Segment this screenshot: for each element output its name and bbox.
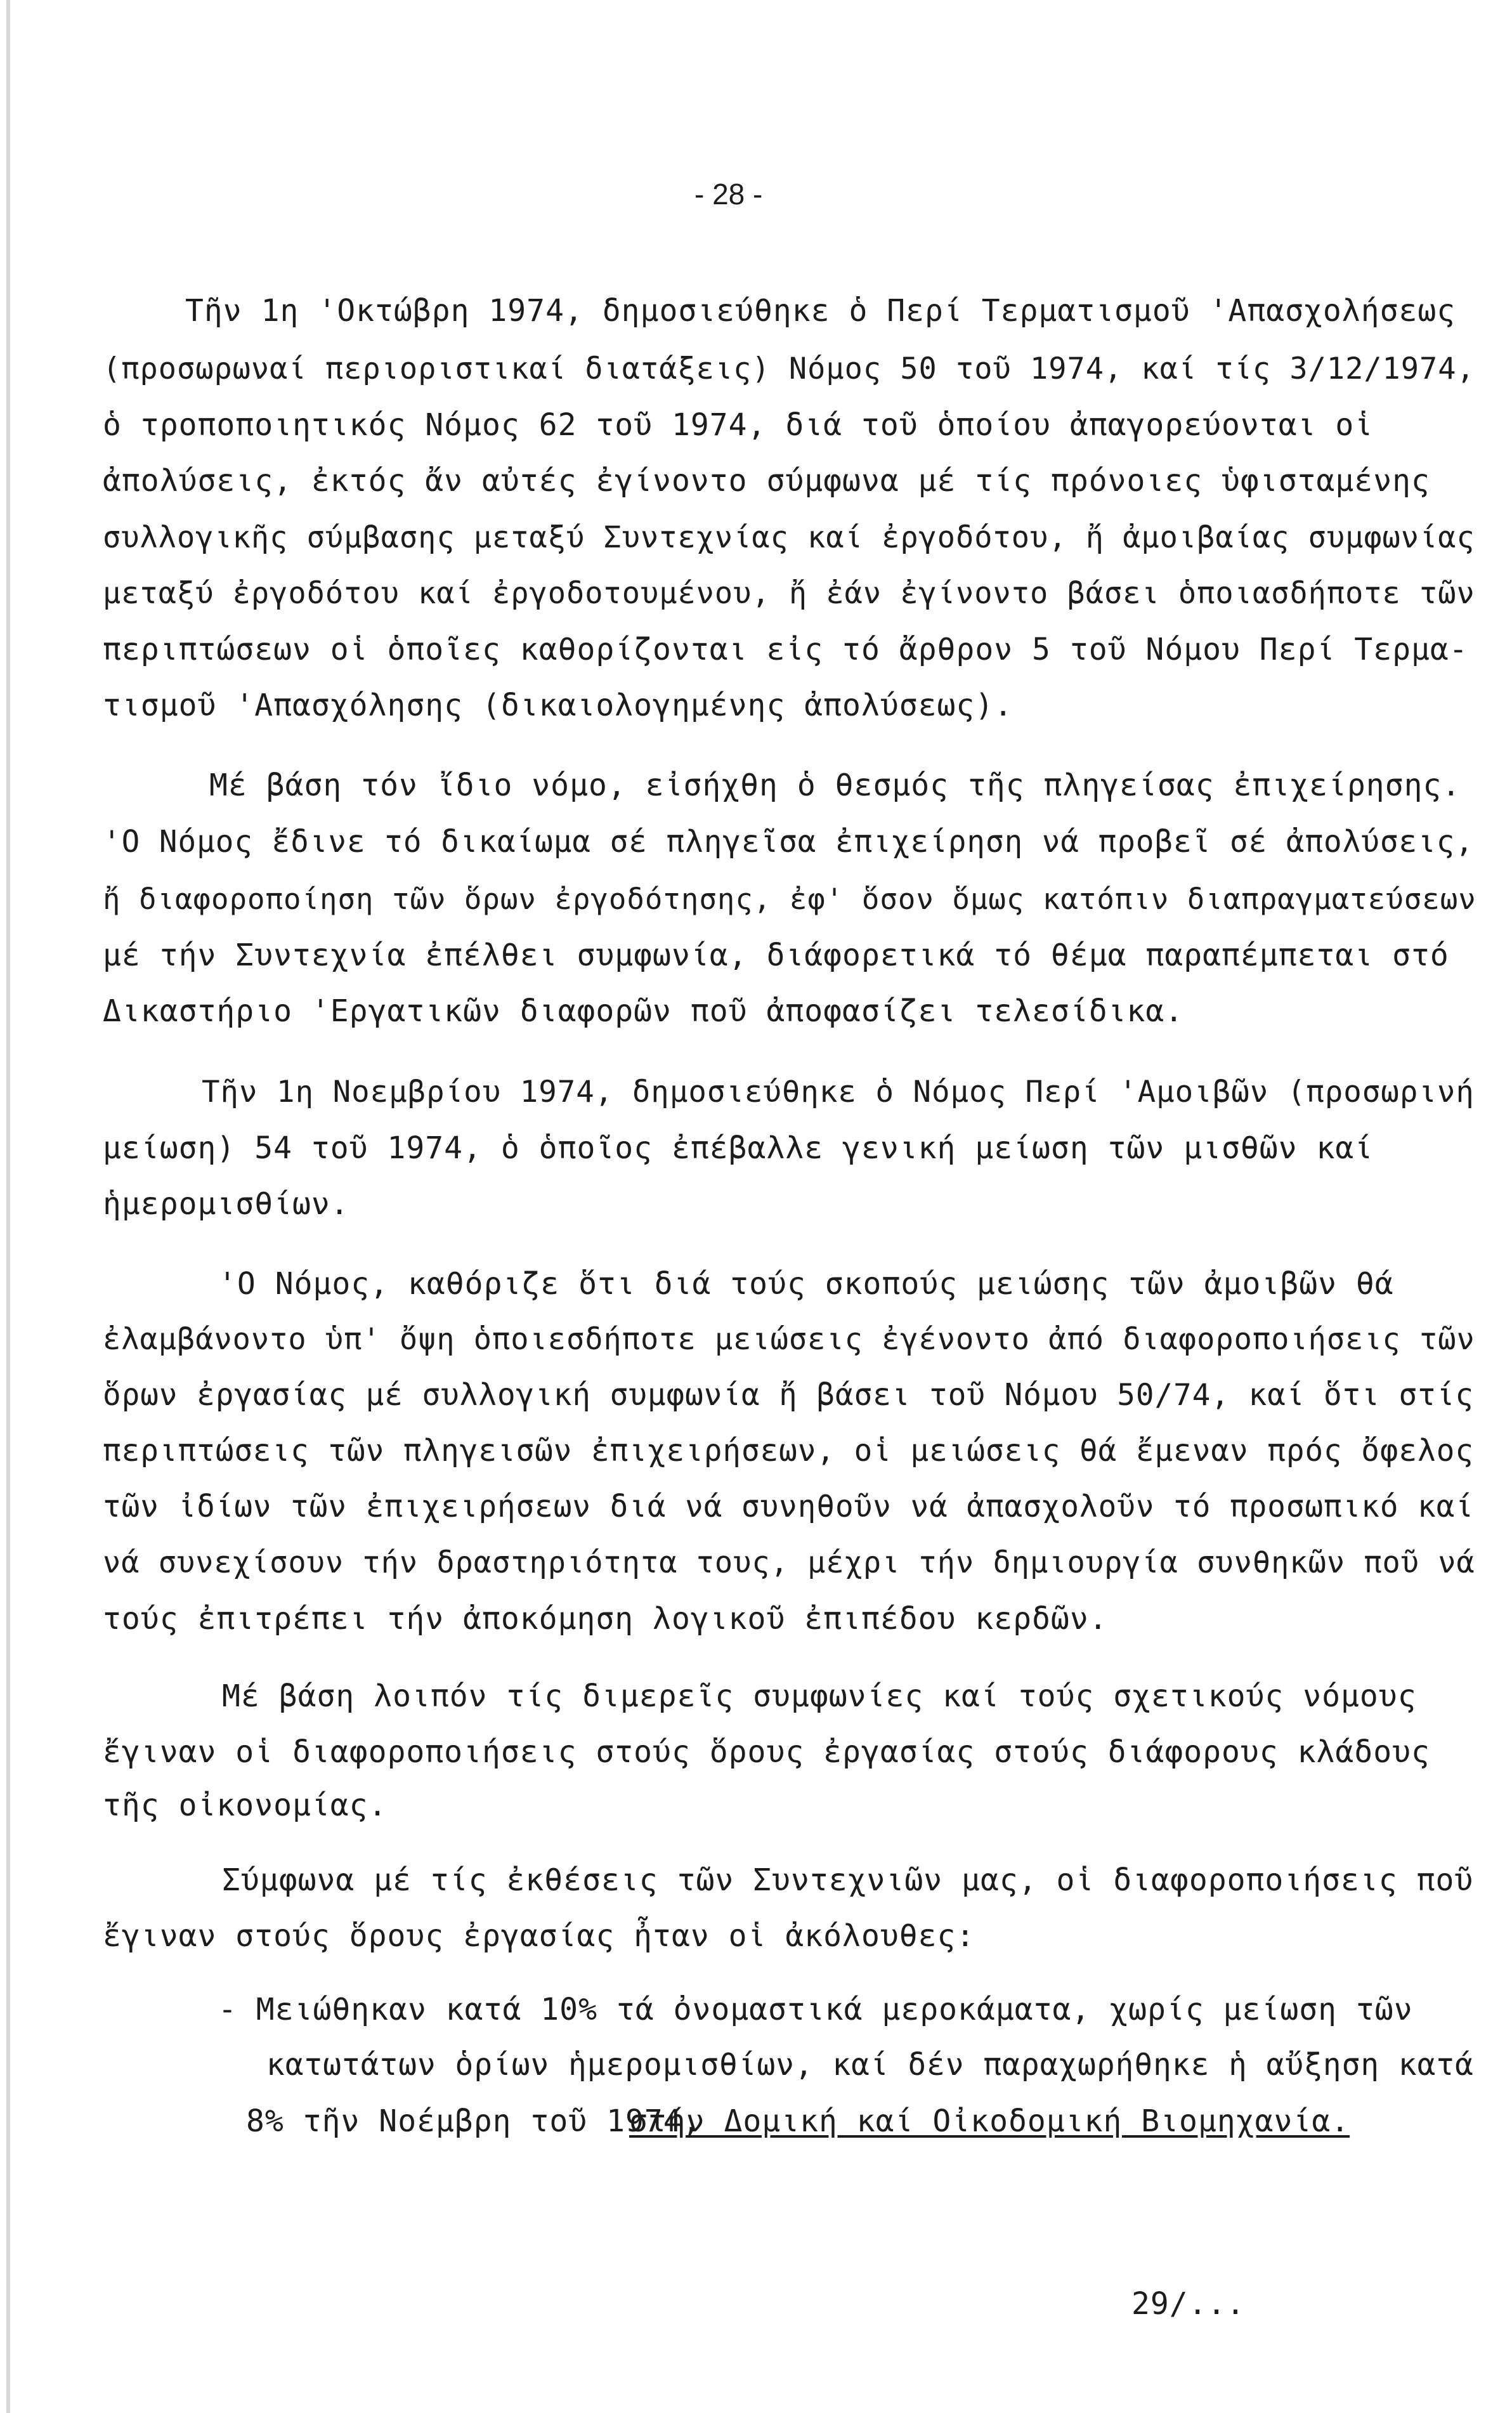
text-line: μείωση) 54 τοῦ 1974, ὁ ὁποῖος ἐπέβαλλε γενική μείωση τῶν μισθῶν καί (103, 1130, 1374, 1166)
underlined-phrase: στήν Δομική καί Οἰκοδομική Βιομηχανία. (629, 2103, 1350, 2139)
text-line: μεταξύ ἐργοδότου καί ἐργοδοτουμένου, ἤ ἐάν ἐγίνοντο βάσει ὁποιασδήποτε τῶν (103, 576, 1475, 611)
text-line: 'Ο Νόμος ἔδινε τό δικαίωμα σέ πληγεῖσα ἐπιχείρηση νά προβεῖ σέ ἀπολύσεις, (103, 825, 1474, 860)
text-line: Σύμφωνα μέ τίς ἐκθέσεις τῶν Συντεχνιῶν μας, οἱ διαφοροποιήσεις ποῦ (222, 1862, 1474, 1898)
text-line: Τῆν 1η 'Οκτώβρη 1974, δημοσιεύθηκε ὁ Περί Τερματισμοῦ 'Απασχολήσεως (185, 293, 1456, 329)
text-line: Μέ βάση λοιπόν τίς διμερεῖς συμφωνίες καί τούς σχετικούς νόμους (222, 1678, 1417, 1714)
text-line: 'Ο Νόμος, καθόριζε ὅτι διά τούς σκοπούς μειώσης τῶν ἀμοιβῶν θά (218, 1266, 1394, 1302)
text-line: ἐλαμβάνοντο ὑπ' ὄψη ὁποιεσδήποτε μειώσεις ἐγένοντο ἀπό διαφοροποιήσεις τῶν (103, 1322, 1475, 1357)
page-number: - 28 - (694, 178, 763, 211)
scan-edge-shadow (6, 0, 10, 2413)
continuation-marker: 29/... (1131, 2286, 1246, 2322)
list-item-text: 8% τῆν Νοέμβρη τοῦ 1974, (246, 2103, 701, 2139)
list-item-text: - Μειώθηκαν κατά 10% τά ὀνομαστικά μεροκάματα, χωρίς μείωση τῶν (218, 1992, 1413, 2027)
text-line: μέ τήν Συντεχνία ἐπέλθει συμφωνία, διάφορετικά τό θέμα παραπέμπεται στό (103, 938, 1449, 973)
text-line: ἤ διαφοροποίηση τῶν ὅρων ἐργοδότησης, ἐφ' ὅσον ὅμως κατόπιν διαπραγματεύσεων (103, 882, 1476, 916)
text-line: περιπτώσεων οἱ ὁποῖες καθορίζονται εἰς τό ἄρθρον 5 τοῦ Νόμου Περί Τερμα- (103, 632, 1468, 667)
text-line: ὁ τροποποιητικός Νόμος 62 τοῦ 1974, διά τοῦ ὁποίου ἀπαγορεύονται οἱ (103, 407, 1374, 443)
text-line: τῆς οἰκονομίας. (103, 1788, 388, 1823)
text-line: τῶν ἰδίων τῶν ἐπιχειρήσεων διά νά συνηθοῦν νά ἀπασχολοῦν τό προσωπικό καί (103, 1489, 1474, 1524)
text-line: Τῆν 1η Νοεμβρίου 1974, δημοσιεύθηκε ὁ Νόμος Περί 'Αμοιβῶν (προσωρινή (202, 1075, 1475, 1109)
text-line: τούς ἐπιτρέπει τήν ἀποκόμηση λογικοῦ ἐπιπέδου κερδῶν. (103, 1601, 1108, 1637)
text-line: νά συνεχίσουν τήν δραστηριότητα τους, μέχρι τήν δημιουργία συνθηκῶν ποῦ νά (103, 1545, 1475, 1580)
text-line: ἔγιναν στούς ὅρους ἐργασίας ἦταν οἱ ἀκόλουθες: (103, 1918, 975, 1954)
text-line: ἔγιναν οἱ διαφοροποιήσεις στούς ὅρους ἐργασίας στούς διάφορους κλάδους (103, 1734, 1430, 1770)
text-line: τισμοῦ 'Απασχόλησης (δικαιολογημένης ἀπολύσεως). (103, 688, 1013, 723)
text-line: ὅρων ἐργασίας μέ συλλογική συμφωνία ἤ βάσει τοῦ Νόμου 50/74, καί ὅτι στίς (103, 1378, 1474, 1413)
text-line: συλλογικῆς σύμβασης μεταξύ Συντεχνίας καί ἐργοδότου, ἤ ἀμοιβαίας συμφωνίας (103, 520, 1475, 555)
text-line: Μέ βάση τόν ἴδιο νόμο, εἰσήχθη ὁ θεσμός τῆς πληγείσας ἐπιχείρησης. (209, 768, 1461, 803)
text-line: ἡμερομισθίων. (103, 1186, 349, 1222)
text-line: ἀπολύσεις, ἐκτός ἄν αὐτές ἐγίνοντο σύμφωνα μέ τίς πρόνοιες ὑφισταμένης (103, 463, 1430, 499)
list-item-text: κατωτάτων ὁρίων ἡμερομισθίων, καί δέν παραχωρήθηκε ἡ αὔξηση κατά (266, 2048, 1474, 2083)
text-line: (προσωρωναί περιοριστικαί διατάξεις) Νόμος 50 τοῦ 1974, καί τίς 3/12/1974, (103, 351, 1475, 386)
text-line: περιπτώσεις τῶν πληγεισῶν ἐπιχειρήσεων, οἱ μειώσεις θά ἔμεναν πρός ὄφελος (103, 1434, 1474, 1468)
text-line: Δικαστήριο 'Εργατικῶν διαφορῶν ποῦ ἀποφασίζει τελεσίδικα. (103, 993, 1184, 1029)
